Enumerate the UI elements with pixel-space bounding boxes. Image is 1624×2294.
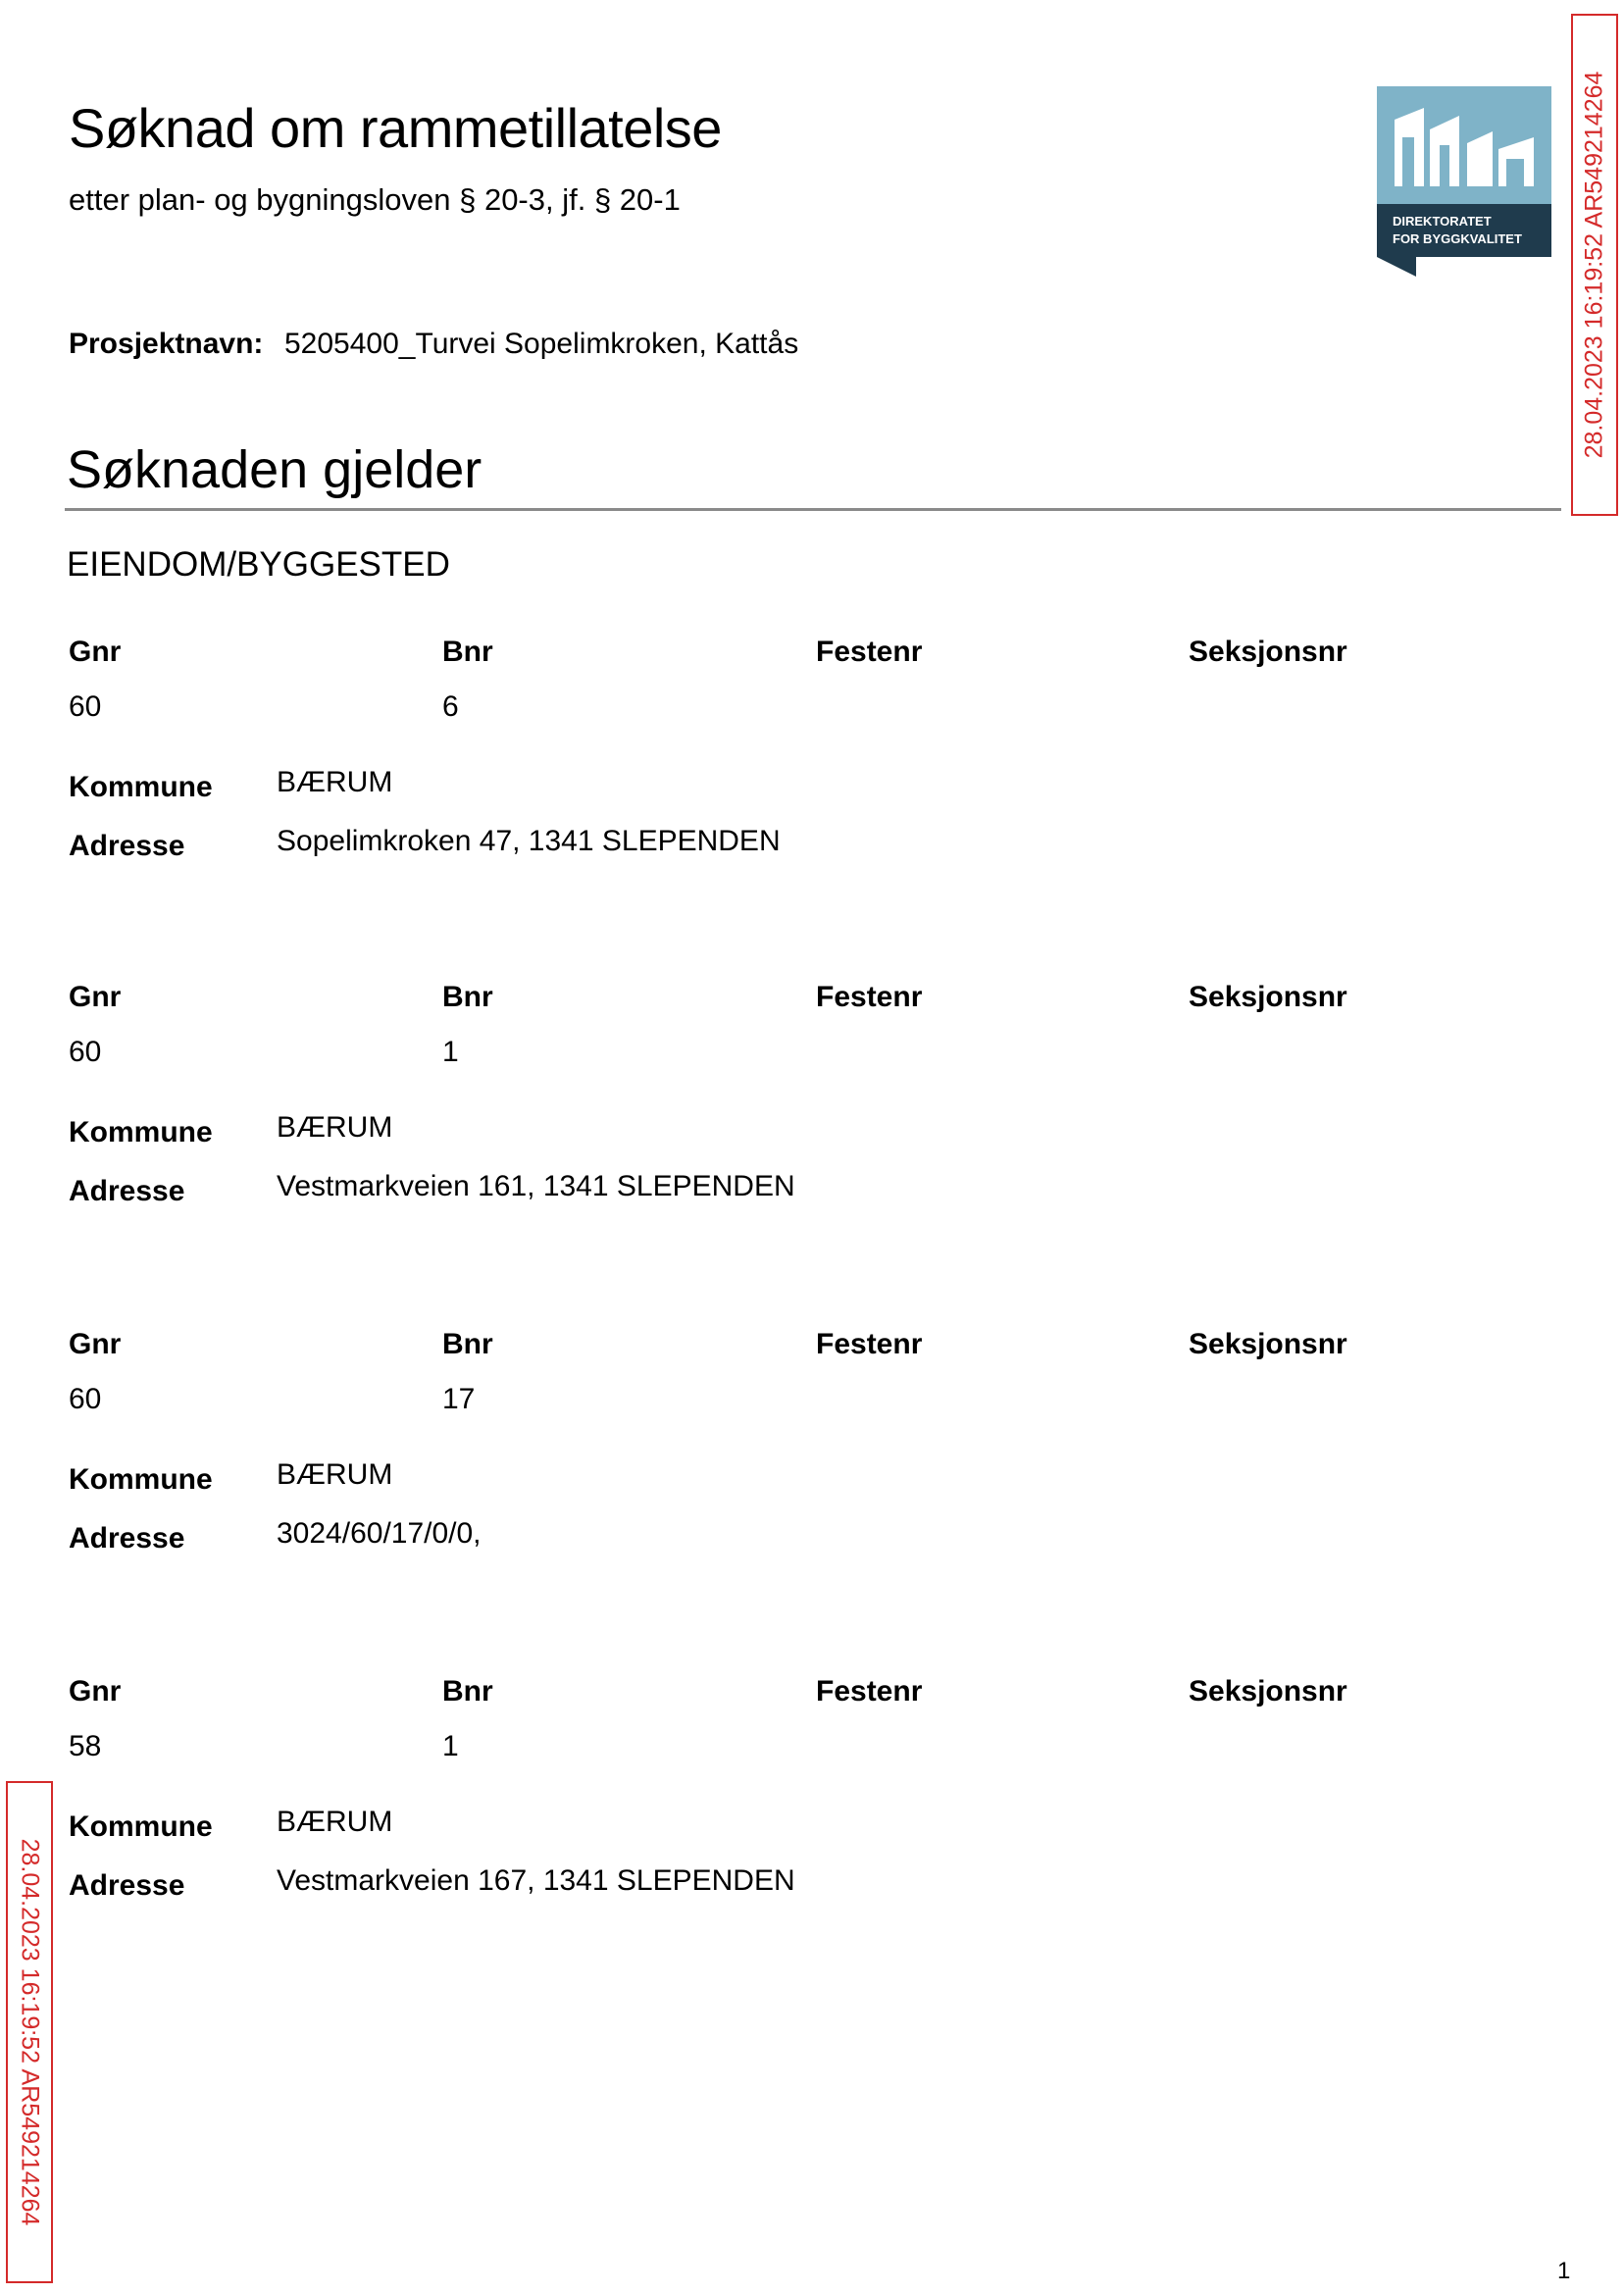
adresse-value: Sopelimkroken 47, 1341 SLEPENDEN	[277, 825, 781, 857]
seksjonsnr-column	[1189, 981, 1347, 1014]
festenr-column	[816, 1328, 922, 1361]
festenr-column	[816, 636, 922, 669]
stamp-text: 28.04.2023 16:19:52 AR549214264	[1580, 71, 1608, 459]
bnr-column	[442, 1328, 493, 1415]
gnr-column	[69, 636, 122, 723]
seksjonsnr-column	[1189, 1675, 1347, 1708]
bnr-value: 1	[442, 1036, 459, 1068]
festenr-label: Festenr	[816, 1675, 923, 1708]
gnr-column	[69, 1328, 122, 1415]
adresse-label: Adresse	[69, 830, 185, 862]
seksjonsnr-column	[1189, 1328, 1347, 1361]
dibk-logo	[1377, 86, 1551, 277]
kommune-label: Kommune	[69, 1810, 213, 1843]
gnr-column	[69, 1675, 122, 1762]
seksjonsnr-label: Seksjonsnr	[1189, 981, 1347, 1013]
property-block	[69, 981, 1540, 1236]
bnr-value: 6	[442, 690, 459, 723]
kommune-row	[69, 1806, 393, 1844]
bnr-label: Bnr	[442, 636, 493, 668]
gnr-column	[69, 981, 122, 1068]
bnr-column	[442, 636, 493, 723]
adresse-value: Vestmarkveien 161, 1341 SLEPENDEN	[277, 1170, 795, 1202]
project-name-row	[69, 328, 798, 361]
project-name-label: Prosjektnavn:	[69, 328, 264, 360]
adresse-row	[69, 1864, 795, 1903]
gnr-label: Gnr	[69, 1675, 122, 1708]
property-block	[69, 636, 1540, 891]
kommune-value: BÆRUM	[277, 1458, 393, 1491]
kommune-label: Kommune	[69, 771, 213, 803]
page-subtitle: etter plan- og bygningsloven § 20-3, jf. § 20-1	[69, 182, 681, 217]
project-name-value: 5205400_Turvei Sopelimkroken, Kattås	[284, 328, 799, 360]
festenr-label: Festenr	[816, 981, 923, 1013]
adresse-row	[69, 825, 781, 863]
page-title: Søknad om rammetillatelse	[69, 97, 722, 159]
stamp-text: 28.04.2023 16:19:52 AR549214264	[16, 1838, 44, 2226]
kommune-row	[69, 1111, 393, 1149]
festenr-label: Festenr	[816, 636, 923, 668]
property-block	[69, 1328, 1540, 1583]
adresse-row	[69, 1170, 795, 1208]
property-block	[69, 1675, 1540, 1930]
kommune-label: Kommune	[69, 1116, 213, 1148]
bnr-label: Bnr	[442, 981, 493, 1013]
gnr-label: Gnr	[69, 981, 122, 1013]
festenr-column	[816, 1675, 922, 1708]
bnr-value: 1	[442, 1730, 459, 1762]
bnr-label: Bnr	[442, 1675, 493, 1708]
adresse-label: Adresse	[69, 1175, 185, 1207]
adresse-label: Adresse	[69, 1869, 185, 1902]
seksjonsnr-label: Seksjonsnr	[1189, 1328, 1347, 1360]
timestamp-stamp-top	[1571, 14, 1618, 516]
bnr-column	[442, 1675, 493, 1762]
page-number: 1	[1557, 2258, 1571, 2284]
kommune-value: BÆRUM	[277, 766, 393, 798]
kommune-value: BÆRUM	[277, 1111, 393, 1144]
gnr-label: Gnr	[69, 636, 122, 668]
adresse-value: Vestmarkveien 167, 1341 SLEPENDEN	[277, 1864, 795, 1897]
kommune-value: BÆRUM	[277, 1806, 393, 1838]
gnr-value: 60	[69, 1383, 102, 1415]
seksjonsnr-label: Seksjonsnr	[1189, 1675, 1347, 1708]
gnr-value: 60	[69, 690, 102, 723]
kommune-label: Kommune	[69, 1463, 213, 1496]
bnr-value: 17	[442, 1383, 476, 1415]
logo-text-line2: FOR BYGGKVALITET	[1393, 231, 1522, 246]
bnr-label: Bnr	[442, 1328, 493, 1360]
adresse-label: Adresse	[69, 1522, 185, 1555]
festenr-column	[816, 981, 922, 1014]
timestamp-stamp-bottom	[6, 1781, 53, 2283]
festenr-label: Festenr	[816, 1328, 923, 1360]
seksjonsnr-label: Seksjonsnr	[1189, 636, 1347, 668]
section-subheading: EIENDOM/BYGGESTED	[67, 545, 450, 584]
logo-text-line1: DIREKTORATET	[1393, 214, 1492, 229]
adresse-value: 3024/60/17/0/0,	[277, 1517, 482, 1550]
bnr-column	[442, 981, 493, 1068]
kommune-row	[69, 766, 393, 804]
seksjonsnr-column	[1189, 636, 1347, 669]
section-divider	[65, 508, 1561, 511]
section-heading: Søknaden gjelder	[67, 440, 482, 499]
gnr-label: Gnr	[69, 1328, 122, 1360]
kommune-row	[69, 1458, 393, 1497]
gnr-value: 58	[69, 1730, 102, 1762]
gnr-value: 60	[69, 1036, 102, 1068]
adresse-row	[69, 1517, 482, 1555]
